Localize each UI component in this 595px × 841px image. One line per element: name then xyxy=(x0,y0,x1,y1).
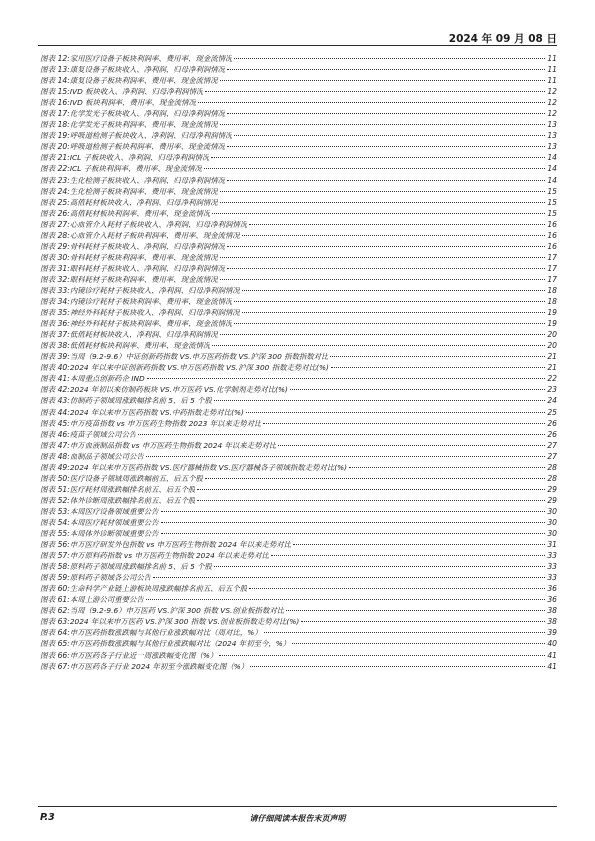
toc-entry-title: 内镜诊疗耗材子板块利润率、费用率、现金流情况 xyxy=(69,297,233,307)
toc-entry[interactable] xyxy=(40,296,557,307)
toc-entry-label: 图表 39: xyxy=(40,352,70,362)
toc-entry-label: 图表 32: xyxy=(40,274,70,284)
toc-entry-label: 图表 14: xyxy=(40,76,70,86)
toc-dot-leader xyxy=(234,135,545,136)
toc-entry-page: 29 xyxy=(547,495,557,505)
toc-dot-leader xyxy=(263,423,545,424)
toc-entry-page: 17 xyxy=(547,274,557,284)
toc-entry-page: 21 xyxy=(547,352,557,362)
toc-entry-title: 2024 年初以来仿制药板块 VS.申万医药 VS.化学制剂走势对比(%) xyxy=(69,385,288,395)
toc-dot-leader xyxy=(161,533,546,534)
toc-entry-page: 22 xyxy=(547,374,557,384)
toc-dot-leader xyxy=(249,588,545,589)
toc-entry[interactable] xyxy=(40,53,557,64)
toc-entry-page: 11 xyxy=(547,76,557,86)
toc-entry-title: 疫苗子领域公司公告 xyxy=(69,429,137,439)
toc-dot-leader xyxy=(212,345,545,346)
toc-entry-page: 27 xyxy=(547,440,557,450)
toc-dot-leader xyxy=(234,58,545,59)
toc-entry-page: 20 xyxy=(547,341,557,351)
toc-entry-label: 图表 33: xyxy=(40,285,70,295)
toc-dot-leader xyxy=(249,224,545,225)
toc-entry-page: 12 xyxy=(547,109,557,119)
toc-entry-label: 图表 24: xyxy=(40,186,70,196)
toc-dot-leader xyxy=(220,334,546,335)
toc-dot-leader xyxy=(153,577,545,578)
toc-entry-title: 本周医疗耗材领域重要公告 xyxy=(69,517,159,527)
toc-entry-title: 当周（9.2-9.6）申万医药 VS.沪深 300 指数 VS.创业板指数对比 xyxy=(69,606,285,616)
toc-entry[interactable] xyxy=(40,506,557,517)
toc-entry-page: 40 xyxy=(547,639,557,649)
toc-entry[interactable] xyxy=(40,451,557,462)
toc-entry-title: 生命科学产业链上游板块周涨跌幅排名前五、后五个股 xyxy=(69,584,248,594)
toc-entry[interactable] xyxy=(40,495,557,506)
toc-entry-title: 医疗设备子领域周涨跌幅前五、后五个股 xyxy=(69,473,203,483)
toc-entry[interactable] xyxy=(40,208,557,219)
toc-entry-title: 申万医药各子行业 2024 年初至今涨跌幅变化图（%） xyxy=(69,661,249,671)
toc-entry-label: 图表 30: xyxy=(40,252,70,262)
toc-dot-leader xyxy=(271,555,545,556)
toc-entry-title: 申万血液制品指数 vs 申万医药生物指数 2024 年以来走势对比 xyxy=(69,440,277,450)
toc-entry-label: 图表 66: xyxy=(40,650,70,660)
toc-entry-label: 图表 27: xyxy=(40,219,70,229)
toc-entry-title: 生化检测子板块利润率、费用率、现金流情况 xyxy=(69,186,218,196)
toc-dot-leader xyxy=(234,323,545,324)
toc-entry[interactable] xyxy=(40,528,557,539)
toc-entry-page: 33 xyxy=(547,573,557,583)
toc-entry[interactable] xyxy=(40,561,557,572)
toc-entry[interactable] xyxy=(40,616,557,627)
toc-entry-page: 27 xyxy=(547,451,557,461)
toc-entry-title: 申万原料药指数 vs 申万医药生物指数 2024 年以来走势对比 xyxy=(69,551,269,561)
toc-entry-label: 图表 54: xyxy=(40,517,70,527)
toc-entry-page: 30 xyxy=(547,506,557,516)
toc-entry-title: 骨科耗材子板块收入、净利润、归母净利润情况 xyxy=(69,241,226,251)
toc-entry-page: 29 xyxy=(547,484,557,494)
toc-dot-leader xyxy=(293,544,545,545)
toc-entry-page: 14 xyxy=(547,175,557,185)
disclaimer-note: 请仔细阅读本报告末页声明 xyxy=(249,814,346,823)
toc-entry[interactable] xyxy=(40,373,557,384)
toc-entry[interactable] xyxy=(40,329,557,340)
toc-entry-label: 图表 25: xyxy=(40,197,70,207)
toc-entry-page: 18 xyxy=(547,297,557,307)
toc-entry-label: 图表 29: xyxy=(40,241,70,251)
toc-dot-leader xyxy=(138,434,545,435)
toc-entry-page: 11 xyxy=(547,54,557,63)
toc-dot-leader xyxy=(250,666,545,667)
toc-entry-title: ICL 子板块收入、净利润、归母净利润情况 xyxy=(69,153,210,163)
toc-entry-label: 图表 40: xyxy=(40,363,70,373)
toc-dot-leader xyxy=(242,290,546,291)
toc-entry-label: 图表 49: xyxy=(40,462,70,472)
toc-entry-label: 图表 59: xyxy=(40,573,70,583)
toc-entry[interactable] xyxy=(40,141,557,152)
toc-entry[interactable] xyxy=(40,605,557,616)
toc-entry-title: 心血管介入耗材子板块收入、净利润、归母净利润情况 xyxy=(69,219,248,229)
toc-dot-leader xyxy=(220,124,546,125)
toc-entry-title: 申万疫苗指数 vs 申万医药生物指数 2023 年以来走势对比 xyxy=(69,418,262,428)
toc-entry-page: 28 xyxy=(547,473,557,483)
toc-entry-label: 图表 63: xyxy=(40,617,70,627)
toc-entry-title: 家用医疗设备子板块利润率、费用率、现金流情况 xyxy=(69,54,233,63)
toc-dot-leader xyxy=(242,235,546,236)
toc-entry[interactable] xyxy=(40,241,557,252)
toc-entry-page: 18 xyxy=(547,285,557,295)
toc-entry[interactable] xyxy=(40,583,557,594)
toc-entry-label: 图表 15: xyxy=(40,87,70,97)
toc-entry[interactable] xyxy=(40,351,557,362)
toc-entry-page: 12 xyxy=(547,87,557,97)
toc-entry-label: 图表 13: xyxy=(40,65,70,75)
footer-divider xyxy=(38,806,557,807)
toc-entry-title: 本周医疗设备领域重要公告 xyxy=(69,506,159,516)
toc-entry[interactable] xyxy=(40,340,557,351)
toc-entry-title: 2024 年以来申万医药指数 VS.中药指数走势对比(%) xyxy=(69,407,244,417)
toc-entry[interactable] xyxy=(40,163,557,174)
toc-entry-title: 骨科耗材子板块利润率、费用率、现金流情况 xyxy=(69,252,218,262)
toc-entry[interactable] xyxy=(40,418,557,429)
toc-entry[interactable] xyxy=(40,594,557,605)
toc-entry-title: 康复设备子板块利润率、费用率、现金流情况 xyxy=(69,76,218,86)
toc-entry-label: 图表 34: xyxy=(40,297,70,307)
toc-entry-page: 17 xyxy=(547,263,557,273)
toc-entry-page: 33 xyxy=(547,551,557,561)
toc-dot-leader xyxy=(234,301,545,302)
toc-entry-label: 图表 19: xyxy=(40,131,70,141)
toc-entry-page: 41 xyxy=(547,661,557,671)
toc-entry[interactable] xyxy=(40,274,557,285)
toc-dot-leader xyxy=(146,599,546,600)
toc-entry[interactable] xyxy=(40,627,557,638)
toc-entry-title: 眼科耗材子板块利润率、费用率、现金流情况 xyxy=(69,274,218,284)
toc-entry-title: 原料药子领域各公司公告 xyxy=(69,573,152,583)
toc-entry[interactable] xyxy=(40,407,557,418)
toc-entry[interactable] xyxy=(40,517,557,528)
toc-dot-leader xyxy=(330,356,545,357)
toc-entry-label: 图表 56: xyxy=(40,540,70,550)
toc-entry-label: 图表 31: xyxy=(40,263,70,273)
toc-entry-page: 19 xyxy=(547,319,557,329)
toc-dot-leader xyxy=(146,456,546,457)
toc-entry-label: 图表 53: xyxy=(40,506,70,516)
report-date: 2024 年 09 月 08 日 xyxy=(448,33,557,45)
toc-entry[interactable] xyxy=(40,572,557,583)
toc-entry-label: 图表 37: xyxy=(40,330,70,340)
toc-entry-page: 16 xyxy=(547,230,557,240)
toc-dot-leader xyxy=(205,91,545,92)
toc-entry-title: 生化检测子板块收入、净利润、归母净利润情况 xyxy=(69,175,226,185)
toc-entry-label: 图表 55: xyxy=(40,529,70,539)
toc-entry[interactable] xyxy=(40,130,557,141)
toc-dot-leader xyxy=(220,80,546,81)
toc-entry-page: 39 xyxy=(547,628,557,638)
toc-dot-leader xyxy=(331,367,545,368)
toc-entry-title: 体外诊断周涨跌幅排名前五、后五个股 xyxy=(69,495,196,505)
toc-dot-leader xyxy=(205,478,545,479)
toc-dot-leader xyxy=(264,632,546,633)
toc-entry-page: 15 xyxy=(547,186,557,196)
toc-entry[interactable] xyxy=(40,197,557,208)
toc-entry[interactable] xyxy=(40,86,557,97)
toc-entry-label: 图表 18: xyxy=(40,120,70,130)
toc-entry-page: 30 xyxy=(547,529,557,539)
toc-entry[interactable] xyxy=(40,285,557,296)
toc-entry-label: 图表 44: xyxy=(40,407,70,417)
toc-entry-page: 38 xyxy=(547,617,557,627)
toc-entry-title: 本周上游公司重要公告 xyxy=(69,595,144,605)
toc-entry-page: 20 xyxy=(547,330,557,340)
toc-entry-label: 图表 61: xyxy=(40,595,70,605)
toc-entry[interactable] xyxy=(40,186,557,197)
toc-entry-label: 图表 67: xyxy=(40,661,70,671)
toc-entry-title: 本周体外诊断领域重要公告 xyxy=(69,529,159,539)
toc-dot-leader xyxy=(286,610,545,611)
toc-entry-title: 当周（9.2-9.6）中证创新药指数 VS.申万医药指数 VS.沪深 300 指数指数对比 xyxy=(69,352,329,362)
toc-entry-page: 12 xyxy=(547,98,557,108)
toc-dot-leader xyxy=(161,522,546,523)
toc-entry-label: 图表 17: xyxy=(40,109,70,119)
toc-entry-label: 图表 52: xyxy=(40,495,70,505)
toc-entry-page: 15 xyxy=(547,197,557,207)
toc-entry-label: 图表 36: xyxy=(40,319,70,329)
toc-entry-title: 2024 年以来申万医药 VS.沪深 300 指数 VS.创业板指数走势对比(%) xyxy=(69,617,300,627)
toc-dot-leader xyxy=(292,643,545,644)
toc-entry-title: 申万医药指数涨跌幅与其他行业涨跌幅对比（2024 年初至今，%） xyxy=(69,639,291,649)
toc-entry-title: 呼吸道检测子板块收入、净利润、归母净利润情况 xyxy=(69,131,233,141)
toc-entry[interactable] xyxy=(40,638,557,649)
toc-entry-label: 图表 46: xyxy=(40,429,70,439)
toc-entry[interactable] xyxy=(40,539,557,550)
toc-entry-label: 图表 28: xyxy=(40,230,70,240)
toc-dot-leader xyxy=(227,69,545,70)
toc-entry-label: 图表 47: xyxy=(40,440,70,450)
toc-entry[interactable] xyxy=(40,252,557,263)
toc-entry-title: 申万医疗研发外包指数 vs 申万医药生物指数 2024 年以来走势对比 xyxy=(69,540,292,550)
toc-dot-leader xyxy=(227,146,545,147)
toc-dot-leader xyxy=(198,102,545,103)
toc-entry-label: 图表 35: xyxy=(40,308,70,318)
toc-dot-leader xyxy=(211,157,545,158)
toc-entry-title: IVD 板块利润率、费用率、现金流情况 xyxy=(69,98,196,108)
toc-entry[interactable] xyxy=(40,119,557,130)
toc-entry-page: 33 xyxy=(547,562,557,572)
toc-entry[interactable] xyxy=(40,152,557,163)
toc-entry[interactable] xyxy=(40,108,557,119)
toc-entry-label: 图表 48: xyxy=(40,451,70,461)
toc-entry-page: 25 xyxy=(547,407,557,417)
toc-entry[interactable] xyxy=(40,661,557,672)
toc-entry-page: 31 xyxy=(547,540,557,550)
figure-index xyxy=(40,53,557,672)
toc-entry-title: 血制品子领域公司公告 xyxy=(69,451,144,461)
toc-entry-title: 原料药子领域周涨跌幅排名前 5、后 5 个股 xyxy=(69,562,212,572)
toc-entry-title: 化学发光子板块收入、净利润、归母净利润情况 xyxy=(69,109,226,119)
toc-dot-leader xyxy=(147,378,546,379)
toc-entry-page: 14 xyxy=(547,164,557,174)
toc-entry-page: 14 xyxy=(547,153,557,163)
toc-entry-label: 图表 42: xyxy=(40,385,70,395)
toc-entry-title: IVD 板块收入、净利润、归母净利润情况 xyxy=(69,87,204,97)
header-divider xyxy=(38,45,557,46)
toc-entry-label: 图表 38: xyxy=(40,341,70,351)
toc-entry-page: 16 xyxy=(547,219,557,229)
toc-entry-page: 15 xyxy=(547,208,557,218)
toc-entry-title: 眼科耗材子板块收入、净利润、归母净利润情况 xyxy=(69,263,226,273)
toc-dot-leader xyxy=(290,389,545,390)
toc-entry[interactable] xyxy=(40,97,557,108)
toc-entry-label: 图表 45: xyxy=(40,418,70,428)
toc-entry-page: 38 xyxy=(547,606,557,616)
toc-entry[interactable] xyxy=(40,75,557,86)
toc-entry-title: 高值耗材板块收入、净利润、归母净利润情况 xyxy=(69,197,218,207)
toc-entry-title: 神经外科耗材子板块利润率、费用率、现金流情况 xyxy=(69,319,233,329)
toc-dot-leader xyxy=(349,467,545,468)
toc-entry-title: ICL 子板块利润率、费用率、现金流情况 xyxy=(69,164,202,174)
toc-entry-label: 图表 22: xyxy=(40,164,70,174)
toc-entry[interactable] xyxy=(40,440,557,451)
toc-entry-label: 图表 16: xyxy=(40,98,70,108)
toc-dot-leader xyxy=(220,202,546,203)
toc-entry-label: 图表 58: xyxy=(40,562,70,572)
toc-entry[interactable] xyxy=(40,307,557,318)
toc-entry-page: 30 xyxy=(547,517,557,527)
toc-entry-page: 26 xyxy=(547,429,557,439)
toc-entry-title: 神经外科耗材子板块收入、净利润、归母净利润情况 xyxy=(69,308,240,318)
toc-entry-title: 医疗耗材周涨跌幅排名前五、后五个股 xyxy=(69,484,196,494)
toc-entry-title: 本周重点创新药企 IND xyxy=(69,374,145,384)
toc-entry-title: 低值耗材板块收入、净利润、归母净利润情况 xyxy=(69,330,218,340)
toc-dot-leader xyxy=(204,168,545,169)
toc-entry[interactable] xyxy=(40,230,557,241)
toc-entry-page: 41 xyxy=(547,650,557,660)
toc-entry-label: 图表 64: xyxy=(40,628,70,638)
toc-entry[interactable] xyxy=(40,429,557,440)
toc-entry-title: 申万医药各子行业近一周涨跌幅变化图（%） xyxy=(69,650,218,660)
toc-entry-title: 康复设备子板块收入、净利润、归母净利润情况 xyxy=(69,65,226,75)
toc-entry[interactable] xyxy=(40,650,557,661)
toc-dot-leader xyxy=(212,213,545,214)
toc-entry-title: 2024 年以来申万医药指数 VS.医疗器械指数 VS.医疗器械各子领域指数走势对比(%) xyxy=(69,462,347,472)
toc-entry[interactable] xyxy=(40,550,557,561)
toc-dot-leader xyxy=(214,566,545,567)
toc-dot-leader xyxy=(227,113,545,114)
toc-entry[interactable] xyxy=(40,484,557,495)
toc-entry[interactable] xyxy=(40,395,557,406)
toc-entry-title: 申万医药指数涨跌幅与其他行业涨跌幅对比（周对比，%） xyxy=(69,628,262,638)
toc-dot-leader xyxy=(220,257,546,258)
toc-entry[interactable] xyxy=(40,263,557,274)
toc-dot-leader xyxy=(227,268,545,269)
toc-entry-label: 图表 23: xyxy=(40,175,70,185)
toc-entry-page: 17 xyxy=(547,252,557,262)
toc-dot-leader xyxy=(246,412,545,413)
toc-entry-page: 24 xyxy=(547,396,557,406)
toc-dot-leader xyxy=(197,500,545,501)
toc-entry-page: 16 xyxy=(547,241,557,251)
toc-entry-title: 呼吸道检测子板块利润率、费用率、现金流情况 xyxy=(69,142,226,152)
toc-entry-title: 心血管介入耗材子板块利润率、费用率、现金流情况 xyxy=(69,230,240,240)
toc-dot-leader xyxy=(227,246,545,247)
toc-entry-label: 图表 12: xyxy=(40,54,70,63)
toc-entry[interactable] xyxy=(40,175,557,186)
toc-dot-leader xyxy=(161,511,546,512)
toc-dot-leader xyxy=(219,655,545,656)
toc-entry[interactable] xyxy=(40,362,557,373)
toc-entry-label: 图表 20: xyxy=(40,142,70,152)
toc-entry-title: 低值耗材板块利润率、费用率、现金流情况 xyxy=(69,341,211,351)
toc-entry-title: 高值耗材板块利润率、费用率、现金流情况 xyxy=(69,208,211,218)
toc-entry-page: 28 xyxy=(547,462,557,472)
toc-entry-page: 11 xyxy=(547,65,557,75)
toc-entry-page: 13 xyxy=(547,142,557,152)
toc-dot-leader xyxy=(301,621,545,622)
toc-dot-leader xyxy=(214,400,545,401)
toc-entry[interactable] xyxy=(40,384,557,395)
toc-entry[interactable] xyxy=(40,219,557,230)
toc-dot-leader xyxy=(242,312,546,313)
toc-dot-leader xyxy=(227,180,545,181)
toc-entry-page: 21 xyxy=(547,363,557,373)
toc-entry-title: 内镜诊疗耗材子板块收入、净利润、归母净利润情况 xyxy=(69,285,240,295)
toc-entry-label: 图表 57: xyxy=(40,551,70,561)
toc-entry-label: 图表 43: xyxy=(40,396,70,406)
toc-entry-label: 图表 62: xyxy=(40,606,70,616)
toc-entry-page: 36 xyxy=(547,584,557,594)
toc-entry-label: 图表 65: xyxy=(40,639,70,649)
toc-entry-label: 图表 41: xyxy=(40,374,70,384)
toc-entry-page: 26 xyxy=(547,418,557,428)
toc-entry-title: 化学发光子板块利润率、费用率、现金流情况 xyxy=(69,120,218,130)
toc-dot-leader xyxy=(278,445,545,446)
toc-entry-title: 2024 年以来中证创新药指数 VS.申万医药指数 VS.沪深 300 指数走势对比(%) xyxy=(69,363,329,373)
toc-dot-leader xyxy=(197,489,545,490)
toc-entry[interactable] xyxy=(40,473,557,484)
page-number: P.3 xyxy=(40,812,55,823)
toc-dot-leader xyxy=(220,191,546,192)
toc-dot-leader xyxy=(220,279,546,280)
toc-entry-page: 23 xyxy=(547,385,557,395)
toc-entry-page: 13 xyxy=(547,131,557,141)
toc-entry-label: 图表 21: xyxy=(40,153,70,163)
toc-entry[interactable] xyxy=(40,462,557,473)
toc-entry-page: 36 xyxy=(547,595,557,605)
toc-entry-label: 图表 26: xyxy=(40,208,70,218)
toc-entry-label: 图表 60: xyxy=(40,584,70,594)
toc-entry[interactable] xyxy=(40,64,557,75)
toc-entry-page: 19 xyxy=(547,308,557,318)
toc-entry-label: 图表 51: xyxy=(40,484,70,494)
toc-entry-label: 图表 50: xyxy=(40,473,70,483)
toc-entry-title: 仿制药子领域周涨跌幅排名前 5、后 5 个股 xyxy=(69,396,212,406)
toc-entry-page: 13 xyxy=(547,120,557,130)
toc-entry[interactable] xyxy=(40,318,557,329)
